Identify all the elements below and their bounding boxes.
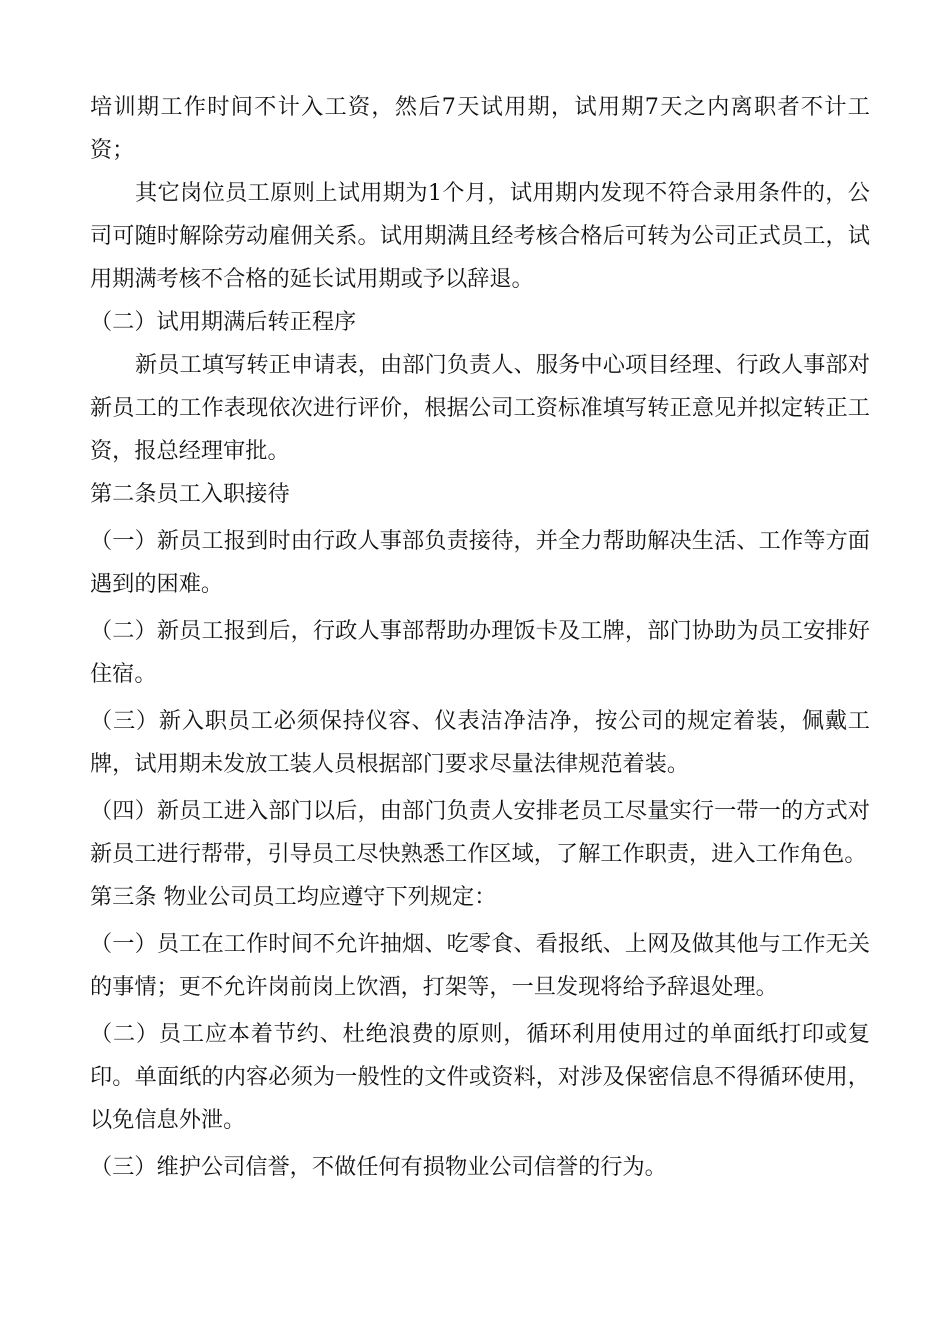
paragraph-article-2-item-2: （二）新员工报到后，行政人事部帮助办理饭卡及工牌，部门协助为员工安排好住宿。 — [90, 618, 870, 687]
paragraph-article-3-item-3: （三）维护公司信誉，不做任何有损物业公司信誉的行为。 — [90, 1154, 667, 1180]
paragraph-article-2-item-1: （一）新员工报到时由行政人事部负责接待，并全力帮助解决生活、工作等方面遇到的困难。 — [90, 528, 870, 597]
paragraph-article-2-item-4: （四）新员工进入部门以后，由部门负责人安排老员工尽量实行一带一的方式对新员工进行帮带，引导员工尽快熟悉工作区域，了解工作职责，进入工作角色。 — [90, 798, 870, 867]
paragraph-probation-wage: 培训期工作时间不计入工资，然后7天试用期，试用期7天之内离职者不计工资； — [90, 94, 870, 163]
paragraph-confirmation-process: 新员工填写转正申请表，由部门负责人、服务中心项目经理、行政人事部对新员工的工作表现依次进行评价，根据公司工资标准填写转正意见并拟定转正工资，报总经理审批。 — [90, 352, 870, 464]
document-body — [90, 86, 870, 1189]
paragraph-other-positions-probation: 其它岗位员工原则上试用期为1个月，试用期内发现不符合录用条件的，公司可随时解除劳动雇佣关系。试用期满且经考核合格后可转为公司正式员工，试用期满考核不合格的延长试用期或予以辞退。 — [90, 180, 870, 292]
paragraph-article-3-item-2: （二）员工应本着节约、杜绝浪费的原则，循环利用使用过的单面纸打印或复印。单面纸的内容必须为一般性的文件或资料，对涉及保密信息不得循环使用，以免信息外泄。 — [90, 1021, 870, 1133]
heading-article-3: 第三条 物业公司员工均应遵守下列规定： — [90, 884, 497, 910]
paragraph-article-3-item-1: （一）员工在工作时间不允许抽烟、吃零食、看报纸、上网及做其他与工作无关的事情；更不允许岗前岗上饮酒，打架等，一旦发现将给予辞退处理。 — [90, 931, 870, 1000]
paragraph-article-2-item-3: （三）新入职员工必须保持仪容、仪表洁净洁净，按公司的规定着装，佩戴工牌，试用期未发放工装人员根据部门要求尽量法律规范着装。 — [90, 708, 870, 777]
heading-confirmation-procedure: （二）试用期满后转正程序 — [90, 309, 357, 335]
heading-article-2: 第二条员工入职接待 — [90, 481, 290, 507]
